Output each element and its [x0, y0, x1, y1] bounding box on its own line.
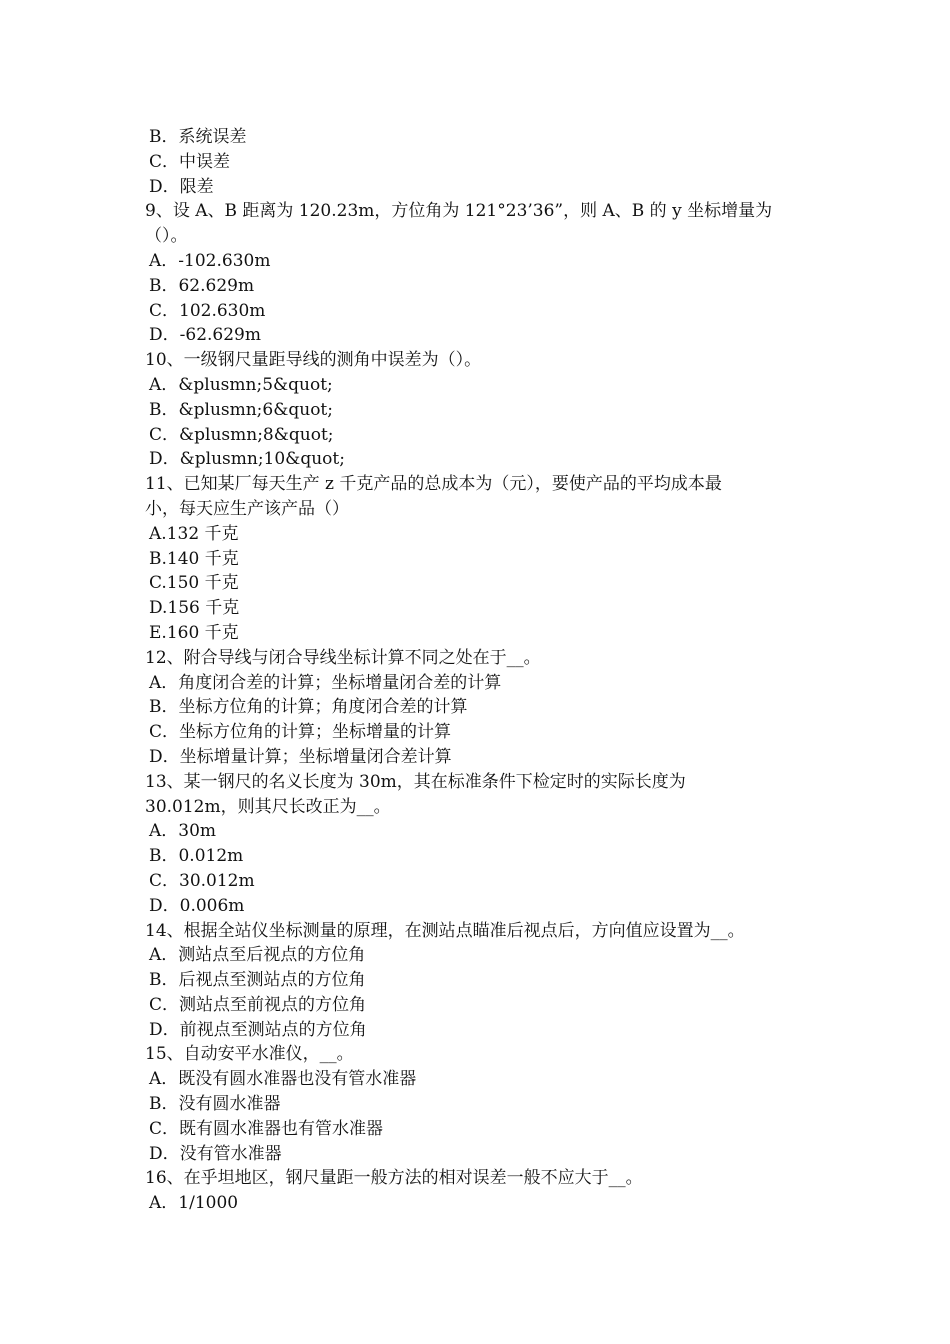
answer-option-line: A．-102.630m [149, 250, 271, 271]
answer-option-line: B．0.012m [149, 846, 244, 867]
answer-option-line: D．坐标增量计算；坐标增量闭合差计算 [149, 746, 452, 767]
question-text-line: 小，每天应生产该产品（） [145, 498, 349, 519]
answer-option-line: C.150 千克 [149, 573, 239, 594]
question-text-line: 11、已知某厂每天生产 z 千克产品的总成本为（元），要使产品的平均成本最 [145, 474, 722, 495]
answer-option-line: C．30.012m [149, 870, 255, 891]
answer-option-line: C．&plusmn;8&quot; [149, 424, 334, 445]
answer-option-line: B.140 千克 [149, 548, 239, 569]
answer-option-line: D．前视点至测站点的方位角 [149, 1019, 367, 1040]
answer-option-line: C．既有圆水准器也有管水准器 [149, 1118, 384, 1139]
question-text-line: （）。 [145, 226, 188, 247]
question-text-line: 13、某一钢尺的名义长度为 30m，其在标准条件下检定时的实际长度为 [145, 771, 686, 792]
answer-option-line: D．限差 [149, 176, 214, 197]
question-text-line: 30.012m，则其尺长改正为__。 [145, 796, 391, 817]
answer-option-line: A．测站点至后视点的方位角 [149, 945, 366, 966]
answer-option-line: D．0.006m [149, 895, 245, 916]
answer-option-line: C．中误差 [149, 151, 231, 172]
answer-option-line: B．没有圆水准器 [149, 1094, 281, 1115]
answer-option-line: B．后视点至测站点的方位角 [149, 970, 366, 991]
answer-option-line: C．102.630m [149, 300, 266, 321]
answer-option-line: B．系统误差 [149, 127, 247, 147]
answer-option-line: C．坐标方位角的计算；坐标增量的计算 [149, 722, 452, 743]
answer-option-line: A．角度闭合差的计算；坐标增量闭合差的计算 [149, 672, 502, 693]
answer-option-line: D．没有管水准器 [149, 1143, 282, 1164]
answer-option-line: A．既没有圆水准器也没有管水准器 [149, 1069, 417, 1090]
answer-option-line: B．&plusmn;6&quot; [149, 399, 333, 420]
answer-option-line: D．-62.629m [149, 325, 261, 346]
document-body [145, 125, 807, 1216]
question-text-line: 16、在乎坦地区，钢尺量距一般方法的相对误差一般不应大于__。 [145, 1168, 643, 1189]
answer-option-line: D．&plusmn;10&quot; [149, 449, 345, 470]
answer-option-line: D.156 千克 [149, 598, 240, 619]
answer-option-line: E.160 千克 [149, 622, 239, 643]
answer-option-line: A．1/1000 [149, 1193, 239, 1214]
answer-option-line: A．&plusmn;5&quot; [149, 374, 333, 395]
question-text-line: 14、根据全站仪坐标测量的原理，在测站点瞄准后视点后，方向值应设置为__。 [145, 920, 745, 941]
answer-option-line: B．62.629m [149, 275, 255, 296]
answer-option-line: A.132 千克 [149, 523, 239, 544]
answer-option-line: A．30m [149, 821, 217, 842]
question-text-line: 12、附合导线与闭合导线坐标计算不同之处在于__。 [145, 647, 541, 668]
question-text-line: 9、设 A、B 距离为 120.23m，方位角为 121°23’36”，则 A、B 的 y 坐标增量为 [145, 201, 773, 222]
answer-option-line: B．坐标方位角的计算；角度闭合差的计算 [149, 697, 468, 718]
answer-option-line: C．测站点至前视点的方位角 [149, 994, 367, 1015]
question-text-line: 10、一级钢尺量距导线的测角中误差为（）。 [145, 350, 482, 371]
question-text-line: 15、自动安平水准仪，__。 [145, 1044, 354, 1065]
